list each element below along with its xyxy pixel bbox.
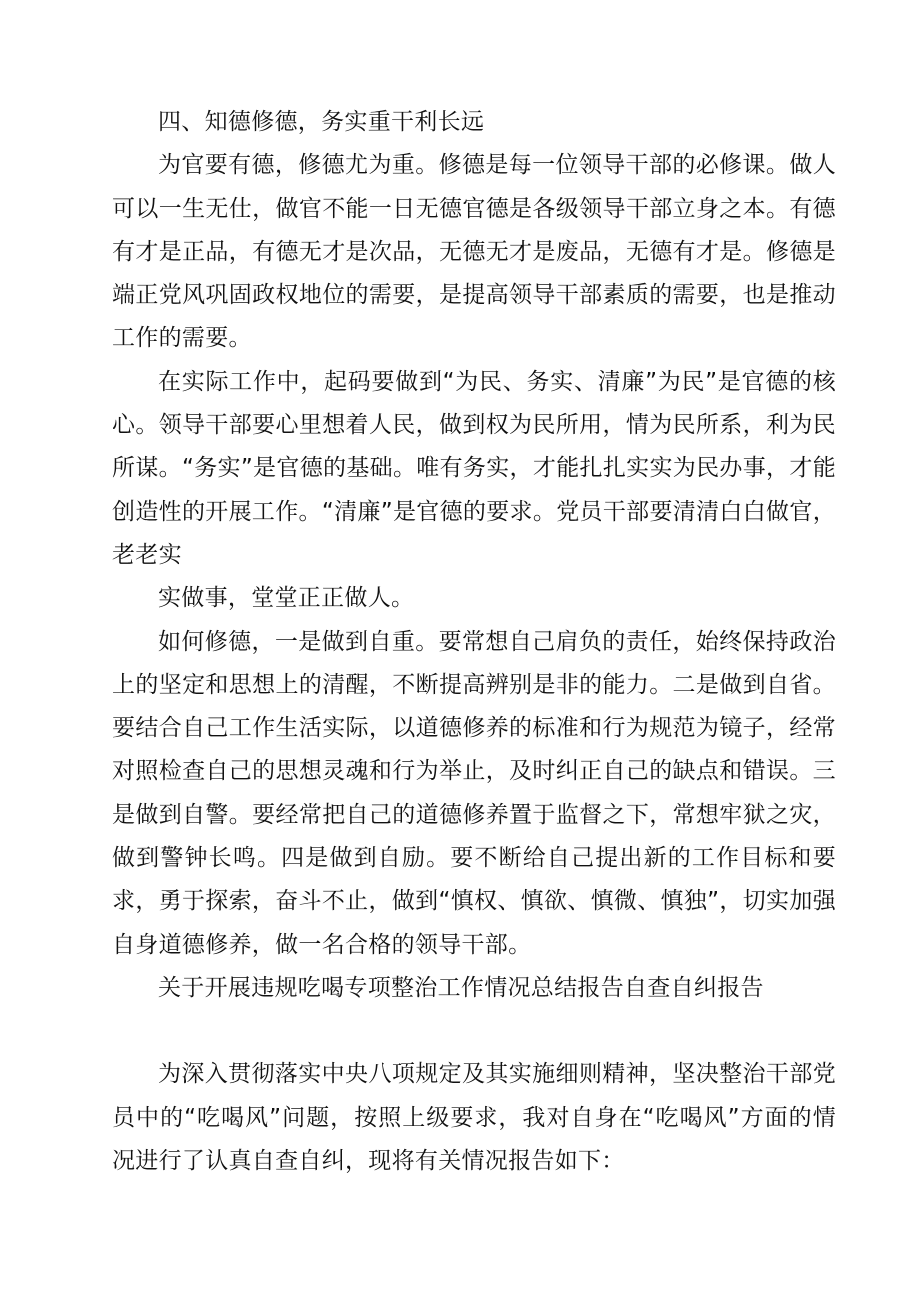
paragraph-continuation: 实做事，堂堂正正做人。 xyxy=(158,585,415,612)
paragraph-practical-work: 在实际工作中，起码要做到“为民、务实、清廉”为民”是官德的核心。领导干部要心里想着人民，做到权为民所用，情为民所系，利为民所谋。“务实”是官德的基础。唯有务实，才能扎扎实实为民办事，才能创造性的开展工作。“清廉”是官德的要求。党员干部要清清白白做官，老老实 xyxy=(112,368,836,568)
report-title: 关于开展违规吃喝专项整治工作情况总结报告自查自纠报告 xyxy=(158,974,764,1001)
report-intro-paragraph: 为深入贯彻落实中央八项规定及其实施细则精神，坚决整治干部党员中的“吃喝风”问题，按照上级要求，我对自身在“吃喝风”方面的情况进行了认真自查自纠，现将有关情况报告如下： xyxy=(112,1061,836,1174)
document-body xyxy=(112,101,836,1183)
blank-line xyxy=(112,1010,836,1053)
paragraph-virtue-importance: 为官要有德，修德尤为重。修德是每一位领导干部的必修课。做人可以一生无仕，做官不能一日无德官德是各级领导干部立身之本。有德有才是正品，有德无才是次品，无德无才是废品，无德有才是。修德是端正党风巩固政权地位的需要，是提高领导干部素质的需要，也是推动工作的需要。 xyxy=(112,152,836,352)
paragraph-how-to-cultivate: 如何修德，一是做到自重。要常想自己肩负的责任，始终保持政治上的坚定和思想上的清醒，不断提高辨别是非的能力。二是做到自省。要结合自己工作生活实际，以道德修养的标准和行为规范为镜子，经常对照检查自己的思想灵魂和行为举止，及时纠正自己的缺点和错误。三是做到自警。要经常把自己的道德修养置于监督之下，常想牢狱之灾，做到警钟长鸣。四是做到自励。要不断给自己提出新的工作目标和要求，勇于探索，奋斗不止，做到“慎权、慎欲、慎微、慎独”，切实加强自身道德修养，做一名合格的领导干部。 xyxy=(112,628,836,958)
section-heading: 四、知德修德，务实重干利长远 xyxy=(158,109,485,135)
